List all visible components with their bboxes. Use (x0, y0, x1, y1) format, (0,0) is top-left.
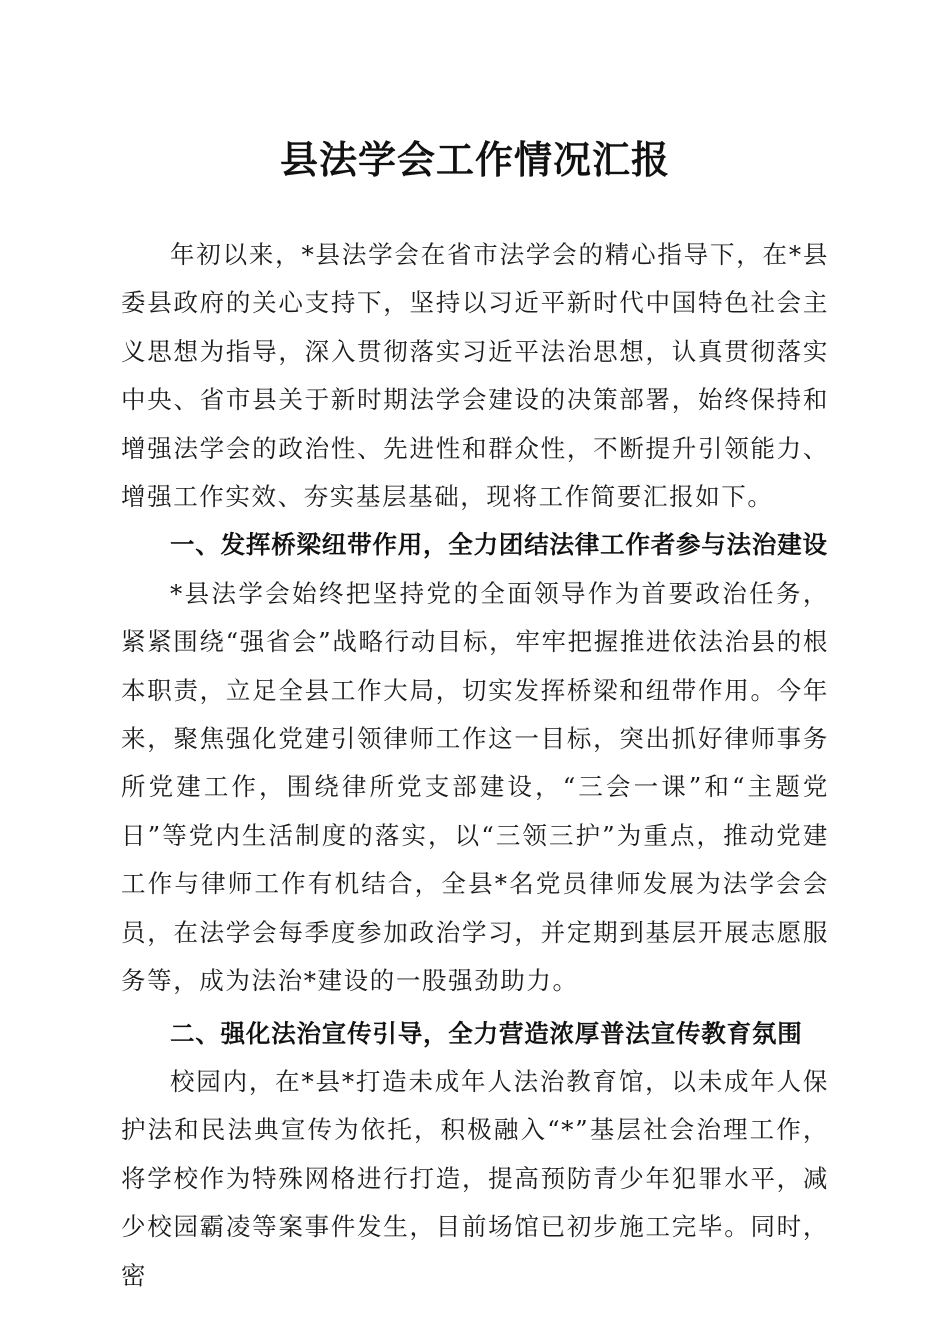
document-title: 县法学会工作情况汇报 (279, 137, 670, 182)
section-heading-2: 二、强化法治宣传引导，全力营造浓厚普法宣传教育氛围 (170, 1018, 803, 1048)
section-paragraph-2: 校园内，在*县*打造未成年人法治教育馆，以未成年人保护法和民法典宣传为依托，积极融入“*”基层社会治理工作，将学校作为特殊网格进行打造，提高预防青少年犯罪水平，减少校园霸凌等案事件发生，目前场馆已初步施工完毕。同时，密 (121, 1066, 829, 1290)
section-heading-1: 一、发挥桥梁纽带作用，全力团结法律工作者参与法治建设 (170, 530, 828, 560)
section-paragraph-1: *县法学会始终把坚持党的全面领导作为首要政治任务，紧紧围绕“强省会”战略行动目标，牢牢把握推进依法治县的根本职责，立足全县工作大局，切实发挥桥梁和纽带作用。今年来，聚焦强化党建引领律师工作这一目标，突出抓好律师事务所党建工作，围绕律所党支部建设，“三会一课”和“主题党日”等党内生活制度的落实，以“三领三护”为重点，推动党建工作与律师工作有机结合，全县*名党员律师发展为法学会会员，在法学会每季度参加政治学习，并定期到基层开展志愿服务等，成为法治*建设的一股强劲助力。 (121, 578, 829, 996)
document-body (121, 231, 829, 1300)
intro-paragraph: 年初以来，*县法学会在省市法学会的精心指导下，在*县委县政府的关心支持下，坚持以习近平新时代中国特色社会主义思想为指导，深入贯彻落实习近平法治思想，认真贯彻落实中央、省市县关于新时期法学会建设的决策部署，始终保持和增强法学会的政治性、先进性和群众性，不断提升引领能力、增强工作实效、夯实基层基础，现将工作简要汇报如下。 (121, 240, 829, 512)
